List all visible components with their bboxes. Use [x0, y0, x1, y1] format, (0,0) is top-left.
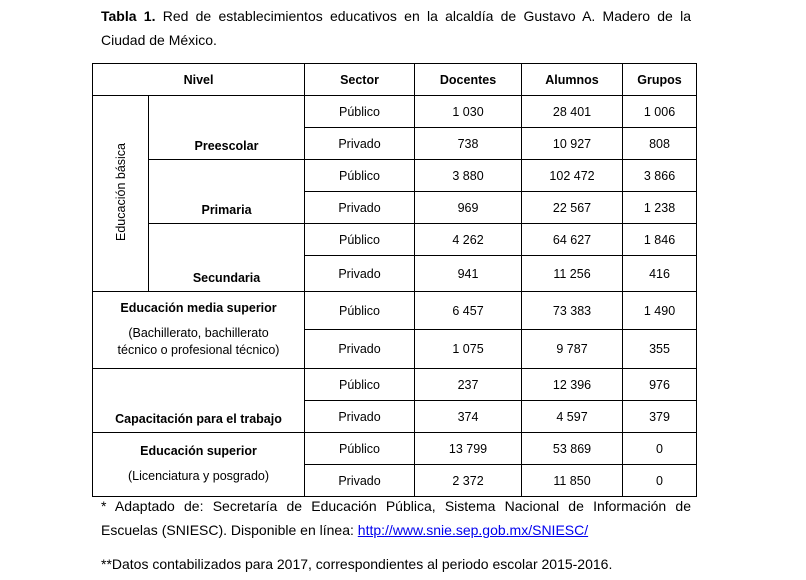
superior-sub: (Licenciatura y posgrado)	[127, 469, 270, 483]
sector-cell: Público	[305, 96, 415, 128]
header-alumnos: Alumnos	[522, 64, 623, 96]
grupos-cell: 0	[623, 433, 697, 465]
education-table	[92, 63, 697, 497]
nivel-preescolar: Preescolar	[149, 96, 305, 160]
caption-label: Tabla 1.	[101, 8, 156, 24]
footnote-source-text: * Adaptado de: Secretaría de Educación Pública, Sistema Nacional de Información de Escuelas (SNIESC). Disponible en línea:	[101, 498, 691, 538]
sector-cell: Privado	[305, 330, 415, 369]
grupos-cell: 976	[623, 369, 697, 401]
docentes-cell: 738	[415, 128, 522, 160]
media-superior-sub: (Bachillerato, bachillerato técnico o profesional técnico)	[117, 326, 280, 357]
alumnos-cell: 12 396	[522, 369, 623, 401]
docentes-cell: 4 262	[415, 224, 522, 256]
header-sector: Sector	[305, 64, 415, 96]
nivel-media-superior	[93, 292, 305, 369]
table-row	[93, 292, 697, 330]
sector-cell: Público	[305, 369, 415, 401]
superior-label: Educación superior	[140, 444, 257, 458]
nivel-capacitacion: Capacitación para el trabajo	[93, 369, 305, 433]
alumnos-cell: 22 567	[522, 192, 623, 224]
alumnos-cell: 9 787	[522, 330, 623, 369]
docentes-cell: 1 075	[415, 330, 522, 369]
alumnos-cell: 4 597	[522, 401, 623, 433]
sector-cell: Público	[305, 224, 415, 256]
header-docentes: Docentes	[415, 64, 522, 96]
docentes-cell: 374	[415, 401, 522, 433]
sector-cell: Privado	[305, 128, 415, 160]
alumnos-cell: 11 850	[522, 465, 623, 497]
alumnos-cell: 10 927	[522, 128, 623, 160]
footnote-data-year: **Datos contabilizados para 2017, correspondientes al periodo escolar 2015-2016.	[101, 556, 613, 572]
caption-text: Red de establecimientos educativos en la alcaldía de Gustavo A. Madero de la Ciudad de México.	[101, 8, 691, 48]
header-row	[93, 64, 697, 96]
grupos-cell: 1 238	[623, 192, 697, 224]
grupos-cell: 1 846	[623, 224, 697, 256]
sector-cell: Público	[305, 292, 415, 330]
grupos-cell: 416	[623, 256, 697, 292]
docentes-cell: 969	[415, 192, 522, 224]
alumnos-cell: 64 627	[522, 224, 623, 256]
nivel-secundaria: Secundaria	[149, 224, 305, 292]
sector-cell: Privado	[305, 256, 415, 292]
docentes-cell: 941	[415, 256, 522, 292]
grupos-cell: 1 006	[623, 96, 697, 128]
grupos-cell: 379	[623, 401, 697, 433]
snie-link[interactable]: http://www.snie.sep.gob.mx/SNIESC/	[357, 522, 589, 538]
grupos-cell: 1 490	[623, 292, 697, 330]
table-row	[93, 369, 697, 401]
header-nivel: Nivel	[93, 64, 305, 96]
alumnos-cell: 53 869	[522, 433, 623, 465]
sector-cell: Privado	[305, 192, 415, 224]
docentes-cell: 13 799	[415, 433, 522, 465]
media-superior-label: Educación media superior	[120, 301, 277, 315]
table-row	[93, 160, 697, 192]
alumnos-cell: 102 472	[522, 160, 623, 192]
group-label: Educación básica	[113, 143, 128, 241]
grupos-cell: 808	[623, 128, 697, 160]
table-caption	[101, 4, 691, 52]
sector-cell: Público	[305, 433, 415, 465]
grupos-cell: 355	[623, 330, 697, 369]
nivel-superior	[93, 433, 305, 497]
table-row	[93, 224, 697, 256]
docentes-cell: 2 372	[415, 465, 522, 497]
table-row	[93, 96, 697, 128]
docentes-cell: 6 457	[415, 292, 522, 330]
group-educacion-basica	[93, 96, 149, 292]
nivel-primaria: Primaria	[149, 160, 305, 224]
docentes-cell: 1 030	[415, 96, 522, 128]
docentes-cell: 237	[415, 369, 522, 401]
sector-cell: Privado	[305, 401, 415, 433]
alumnos-cell: 11 256	[522, 256, 623, 292]
docentes-cell: 3 880	[415, 160, 522, 192]
alumnos-cell: 28 401	[522, 96, 623, 128]
table-row	[93, 433, 697, 465]
alumnos-cell: 73 383	[522, 292, 623, 330]
footnote-source	[101, 494, 691, 542]
sector-cell: Público	[305, 160, 415, 192]
header-grupos: Grupos	[623, 64, 697, 96]
grupos-cell: 0	[623, 465, 697, 497]
sector-cell: Privado	[305, 465, 415, 497]
grupos-cell: 3 866	[623, 160, 697, 192]
